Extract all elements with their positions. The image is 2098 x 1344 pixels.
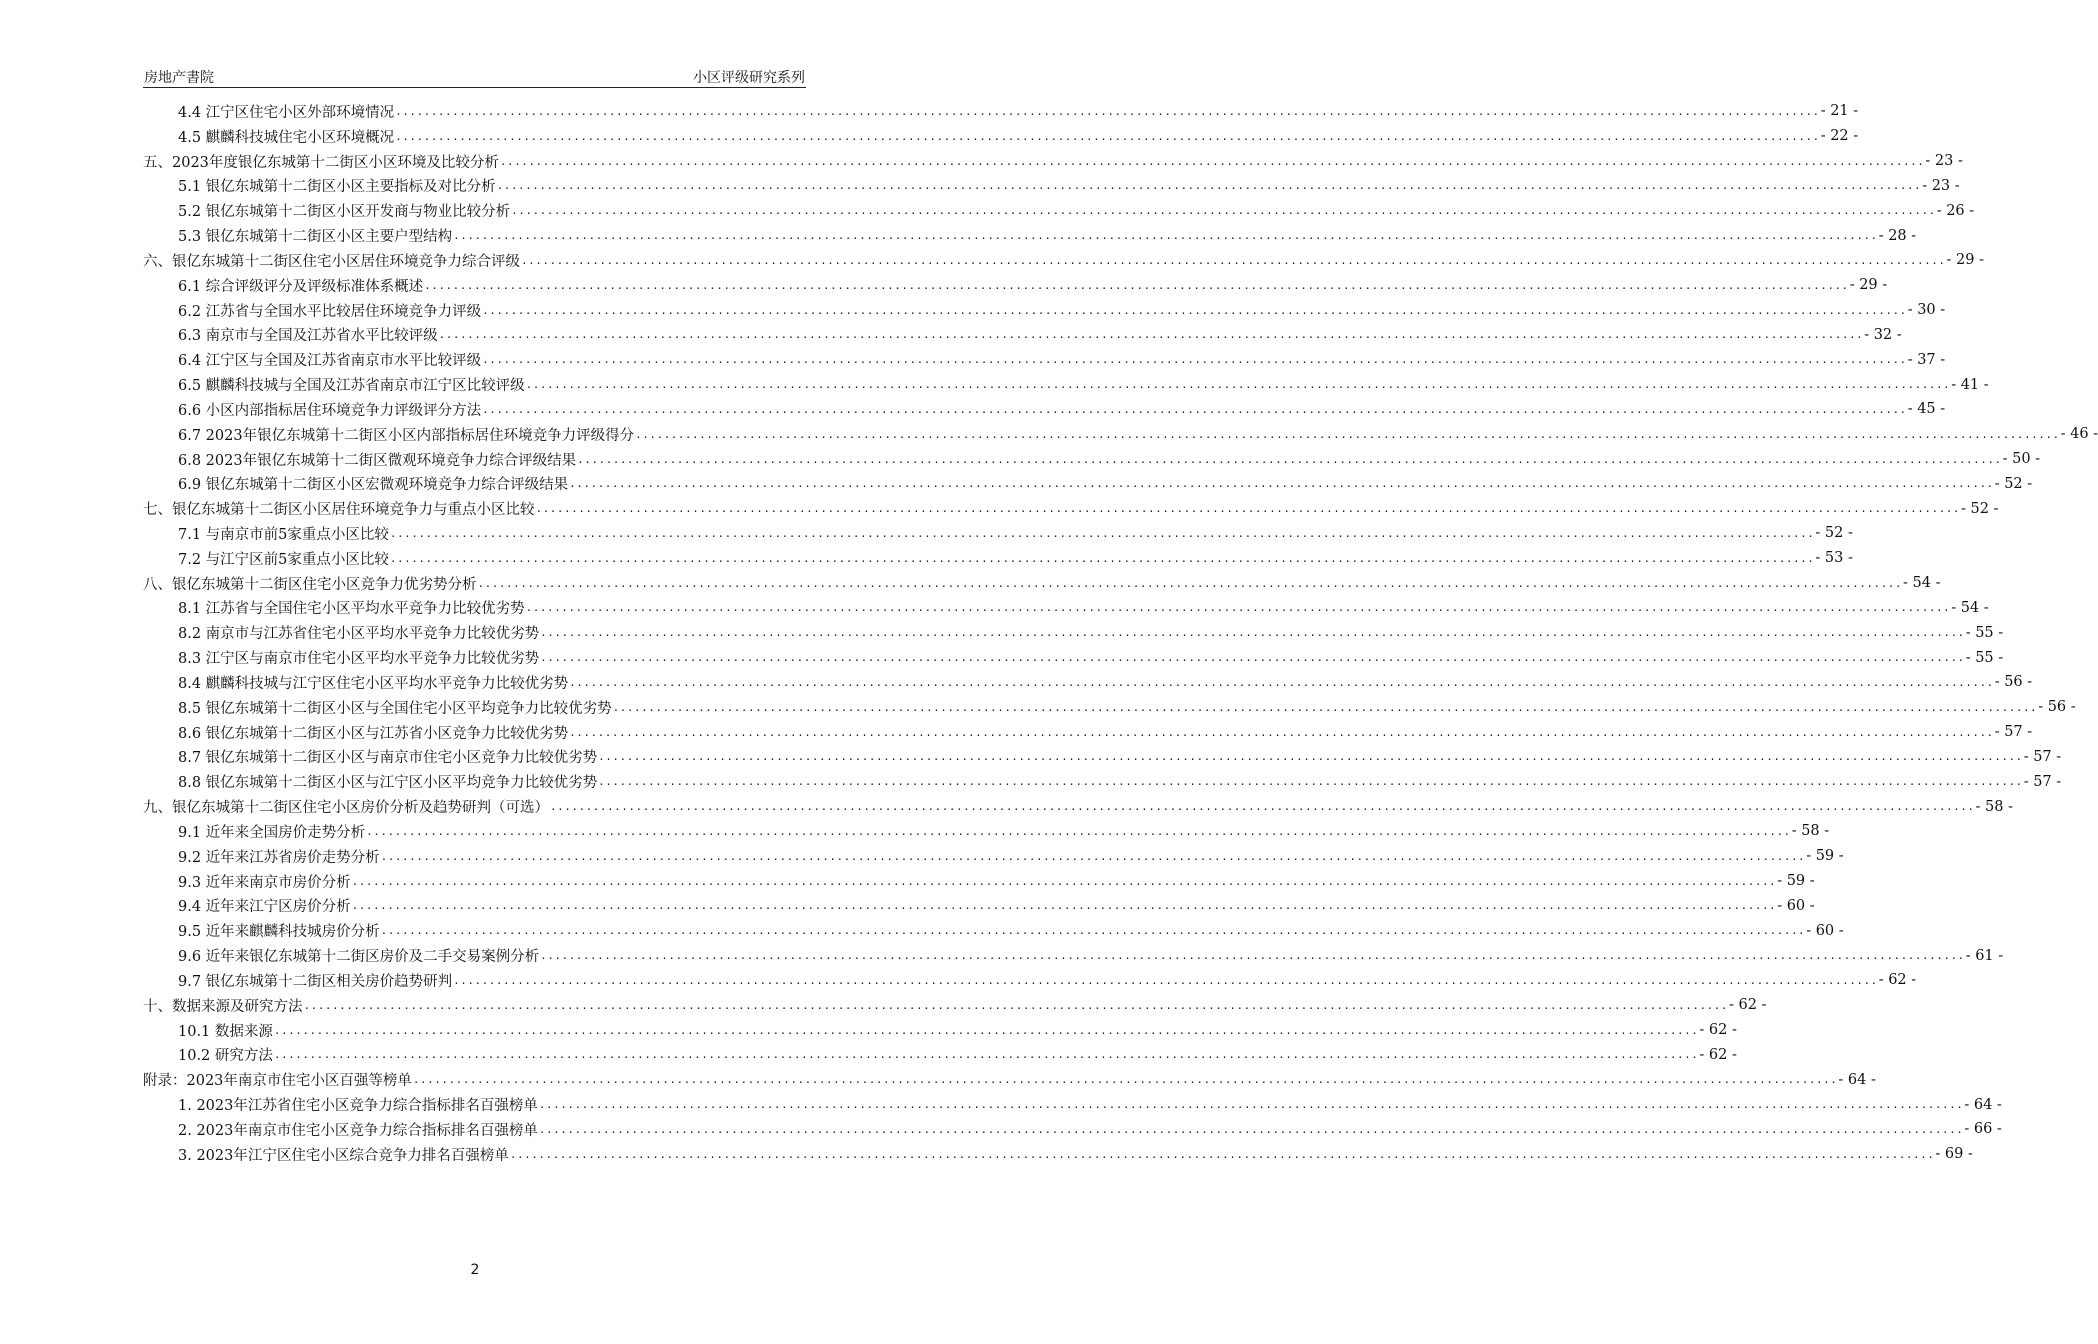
toc-dot-leader: ........................................................................................................................................................................................................: [380, 924, 1806, 938]
toc-entry[interactable]: [143, 769, 2062, 794]
toc-dot-leader: ........................................................................................................................................................................................................: [577, 452, 2002, 466]
toc-entry-page: - 59 -: [1806, 848, 1844, 865]
toc-dot-leader: ........................................................................................................................................................................................................: [550, 800, 1975, 814]
toc-entry[interactable]: [143, 894, 1815, 919]
toc-entry-page: - 21 -: [1820, 103, 1859, 120]
toc-entry-title: 7.1 与南京市前5家重点小区比较: [178, 526, 389, 543]
toc-entry-title: 4.4 江宁区住宅小区外部环境情况: [178, 104, 395, 121]
toc-entry-page: - 45 -: [1907, 401, 1946, 418]
toc-entry-page: - 52 -: [1815, 525, 1853, 542]
toc-entry-title: 10.2 研究方法: [178, 1048, 273, 1065]
toc-entry-title: 6.6 小区内部指标居住环境竞争力评级评分方法: [178, 402, 482, 419]
toc-entry-page: - 59 -: [1777, 873, 1815, 890]
toc-entry-title: 5.3 银亿东城第十二街区小区主要户型结构: [178, 229, 453, 246]
toc-entry-title: 8.4 麒麟科技城与江宁区住宅小区平均水平竞争力比较优劣势: [178, 675, 569, 692]
toc-entry[interactable]: [143, 844, 1844, 869]
toc-entry-title: 9.6 近年来银亿东城第十二街区房价及二手交易案例分析: [178, 949, 540, 966]
toc-entry-page: - 26 -: [1936, 202, 1975, 219]
toc-entry[interactable]: [143, 124, 1859, 149]
toc-dot-leader: ........................................................................................................................................................................................................: [598, 750, 2023, 764]
toc-entry[interactable]: [143, 397, 1946, 422]
toc-entry[interactable]: [143, 918, 1844, 943]
toc-entry-page: - 57 -: [2023, 773, 2062, 790]
toc-entry[interactable]: [143, 943, 2004, 968]
toc-entry[interactable]: [143, 1042, 1737, 1067]
toc-entry-title: 五、2023年度银亿东城第十二街区小区环境及比较分析: [143, 154, 499, 171]
toc-entry[interactable]: [143, 645, 2004, 670]
toc-entry-page: - 66 -: [1964, 1121, 2002, 1138]
toc-entry[interactable]: [143, 248, 1984, 273]
toc-entry[interactable]: [143, 1018, 1737, 1043]
toc-dot-leader: ........................................................................................................................................................................................................: [569, 675, 1994, 689]
toc-entry-title: 8.2 南京市与江苏省住宅小区平均水平竞争力比较优劣势: [178, 626, 540, 643]
toc-entry-page: - 55 -: [1965, 649, 2004, 666]
toc-dot-leader: ........................................................................................................................................................................................................: [424, 278, 1849, 292]
toc-entry[interactable]: [143, 1092, 2002, 1117]
toc-entry-page: - 52 -: [1961, 500, 1999, 517]
toc-entry-page: - 52 -: [1994, 475, 2033, 492]
toc-entry-page: - 58 -: [1791, 823, 1830, 840]
toc-entry-title: 6.8 2023年银亿东城第十二街区微观环境竞争力综合评级结果: [178, 452, 577, 469]
toc-entry-title: 8.1 江苏省与全国住宅小区平均水平竞争力比较优劣势: [178, 601, 525, 618]
toc-entry-title: 6.1 综合评级评分及评级标准体系概述: [178, 278, 424, 295]
toc-entry-page: - 60 -: [1806, 922, 1844, 939]
toc-dot-leader: ........................................................................................................................................................................................................: [612, 700, 2038, 714]
toc-dot-leader: ........................................................................................................................................................................................................: [273, 1023, 1699, 1037]
page-number: 2: [470, 1262, 480, 1278]
toc-entry-title: 九、银亿东城第十二街区住宅小区房价分析及趋势研判（可选）: [143, 800, 549, 817]
toc-entry-page: - 54 -: [1951, 599, 1989, 616]
toc-dot-leader: ........................................................................................................................................................................................................: [538, 1122, 1964, 1136]
toc-entry-title: 附录：2023年南京市住宅小区百强等榜单: [143, 1073, 412, 1090]
toc-entry-page: - 32 -: [1864, 326, 1902, 343]
toc-dot-leader: ........................................................................................................................................................................................................: [535, 502, 1961, 516]
toc-dot-leader: ........................................................................................................................................................................................................: [395, 129, 1820, 143]
toc-dot-leader: ........................................................................................................................................................................................................: [496, 179, 1922, 193]
toc-entry-title: 9.1 近年来全国房价走势分析: [178, 824, 366, 841]
toc-entry-page: - 56 -: [2038, 699, 2076, 716]
toc-dot-leader: ........................................................................................................................................................................................................: [598, 775, 2023, 789]
toc-entry-page: - 30 -: [1907, 302, 1946, 319]
toc-entry-title: 2. 2023年南京市住宅小区竞争力综合指标排名百强榜单: [178, 1122, 538, 1139]
toc-dot-leader: ........................................................................................................................................................................................................: [477, 576, 1903, 590]
toc-entry-page: - 23 -: [1922, 177, 1960, 194]
toc-entry-page: - 22 -: [1820, 128, 1859, 145]
toc-entry-title: 六、银亿东城第十二街区住宅小区居住环境竞争力综合评级: [143, 253, 520, 270]
toc-entry-page: - 41 -: [1951, 376, 1989, 393]
toc-entry-page: - 64 -: [1964, 1096, 2002, 1113]
toc-entry-title: 9.7 银亿东城第十二街区相关房价趋势研判: [178, 973, 453, 990]
toc-entry[interactable]: [143, 372, 1989, 397]
toc-entry-title: 6.3 南京市与全国及江苏省水平比较评级: [178, 328, 438, 345]
toc-entry[interactable]: [143, 1067, 1876, 1092]
toc-entry-page: - 28 -: [1878, 227, 1917, 244]
toc-dot-leader: ........................................................................................................................................................................................................: [273, 1048, 1699, 1062]
toc-dot-leader: ........................................................................................................................................................................................................: [521, 253, 1946, 267]
toc-entry-title: 8.7 银亿东城第十二街区小区与南京市住宅小区竞争力比较优劣势: [178, 750, 598, 767]
toc-dot-leader: ........................................................................................................................................................................................................: [569, 477, 1994, 491]
toc-entry[interactable]: [143, 471, 2033, 496]
toc-entry[interactable]: [143, 620, 2004, 645]
toc-entry-title: 十、数据来源及研究方法: [143, 998, 303, 1015]
toc-dot-leader: ........................................................................................................................................................................................................: [366, 824, 1791, 838]
toc-dot-leader: ........................................................................................................................................................................................................: [438, 328, 1864, 342]
toc-entry[interactable]: [143, 819, 1830, 844]
toc-entry-page: - 62 -: [1729, 997, 1767, 1014]
toc-dot-leader: ........................................................................................................................................................................................................: [540, 949, 1965, 963]
toc-entry-page: - 55 -: [1965, 624, 2004, 641]
toc-entry[interactable]: [143, 596, 1989, 621]
toc-dot-leader: ........................................................................................................................................................................................................: [569, 725, 1994, 739]
toc-dot-leader: ........................................................................................................................................................................................................: [482, 303, 1907, 317]
toc-entry-title: 1. 2023年江苏省住宅小区竞争力综合指标排名百强榜单: [178, 1098, 538, 1115]
toc-dot-leader: ........................................................................................................................................................................................................: [351, 874, 1777, 888]
toc-entry[interactable]: [143, 968, 1917, 993]
toc-entry[interactable]: [143, 422, 2098, 447]
toc-entry-page: - 56 -: [1994, 674, 2033, 691]
toc-dot-leader: ........................................................................................................................................................................................................: [389, 526, 1815, 540]
toc-entry[interactable]: [143, 695, 2076, 720]
toc-entry-page: - 29 -: [1849, 277, 1888, 294]
toc-entry-page: - 61 -: [1965, 947, 2004, 964]
toc-entry-page: - 46 -: [2060, 426, 2098, 443]
toc-entry[interactable]: [143, 223, 1917, 248]
toc-entry-title: 6.5 麒麟科技城与全国及江苏省南京市江宁区比较评级: [178, 378, 525, 395]
toc-entry[interactable]: [143, 198, 1975, 223]
toc-entry-page: - 54 -: [1903, 575, 1941, 592]
toc-dot-leader: ........................................................................................................................................................................................................: [395, 104, 1820, 118]
toc-dot-leader: ........................................................................................................................................................................................................: [482, 402, 1907, 416]
toc-dot-leader: ........................................................................................................................................................................................................: [509, 1147, 1935, 1161]
toc-entry-page: - 69 -: [1935, 1146, 1973, 1163]
toc-dot-leader: ........................................................................................................................................................................................................: [540, 651, 1965, 665]
toc-entry-title: 6.7 2023年银亿东城第十二街区小区内部指标居住环境竞争力评级得分: [178, 427, 635, 444]
toc-dot-leader: ........................................................................................................................................................................................................: [389, 551, 1815, 565]
toc-entry-page: - 62 -: [1878, 972, 1917, 989]
toc-entry-title: 9.2 近年来江苏省房价走势分析: [178, 849, 380, 866]
toc-dot-leader: ........................................................................................................................................................................................................: [380, 849, 1806, 863]
toc-dot-leader: ........................................................................................................................................................................................................: [499, 154, 1925, 168]
toc-entry-title: 9.5 近年来麒麟科技城房价分析: [178, 924, 380, 941]
toc-entry-page: - 60 -: [1777, 897, 1815, 914]
toc-entry-title: 八、银亿东城第十二街区住宅小区竞争力优劣势分析: [143, 576, 477, 593]
toc-entry[interactable]: [143, 670, 2033, 695]
toc-entry[interactable]: [143, 745, 2062, 770]
toc-entry[interactable]: [143, 720, 2033, 745]
toc-dot-leader: ........................................................................................................................................................................................................: [453, 229, 1878, 243]
toc-entry[interactable]: [143, 347, 1946, 372]
toc-entry[interactable]: [143, 496, 1999, 521]
toc-entry[interactable]: [143, 546, 1853, 571]
toc-entry-page: - 50 -: [2002, 451, 2041, 467]
toc-entry[interactable]: [143, 173, 1960, 198]
toc-entry-page: - 29 -: [1946, 252, 1984, 269]
toc-entry-title: 七、银亿东城第十二街区小区居住环境竞争力与重点小区比较: [143, 502, 535, 519]
toc-entry-title: 6.2 江苏省与全国水平比较居住环境竞争力评级: [178, 303, 482, 320]
toc-entry-title: 5.2 银亿东城第十二街区小区开发商与物业比较分析: [178, 204, 511, 221]
toc-entry[interactable]: [143, 794, 2013, 819]
toc-entry-title: 4.5 麒麟科技城住宅小区环境概况: [178, 129, 395, 146]
toc-entry-page: - 57 -: [1994, 724, 2033, 741]
toc-entry[interactable]: [143, 298, 1946, 323]
toc-entry[interactable]: [143, 149, 1963, 174]
toc-entry[interactable]: [143, 1142, 1973, 1167]
toc-entry-title: 7.2 与江宁区前5家重点小区比较: [178, 551, 389, 568]
toc-entry-title: 8.8 银亿东城第十二街区小区与江宁区小区平均竞争力比较优劣势: [178, 775, 598, 792]
toc-entry-page: - 53 -: [1815, 550, 1853, 567]
toc-entry[interactable]: [143, 447, 2041, 472]
toc-dot-leader: ........................................................................................................................................................................................................: [525, 601, 1951, 615]
toc-entry-title: 6.9 银亿东城第十二街区小区宏微观环境竞争力综合评级结果: [178, 477, 569, 494]
toc-entry[interactable]: [143, 322, 1902, 347]
toc-entry-page: - 62 -: [1699, 1046, 1737, 1063]
toc-entry-page: - 37 -: [1907, 351, 1946, 368]
toc-dot-leader: ........................................................................................................................................................................................................: [303, 998, 1729, 1012]
toc-entry-title: 9.3 近年来南京市房价分析: [178, 874, 351, 891]
toc-dot-leader: ........................................................................................................................................................................................................: [412, 1073, 1838, 1087]
toc-entry-title: 8.3 江宁区与南京市住宅小区平均水平竞争力比较优劣势: [178, 651, 540, 668]
toc-entry[interactable]: [143, 869, 1815, 894]
toc-entry[interactable]: [143, 99, 1859, 124]
toc-dot-leader: ........................................................................................................................................................................................................: [635, 427, 2060, 441]
toc-entry-title: 9.4 近年来江宁区房价分析: [178, 899, 351, 916]
toc-entry-page: - 23 -: [1925, 153, 1963, 170]
toc-dot-leader: ........................................................................................................................................................................................................: [482, 353, 1907, 367]
toc-entry-page: - 62 -: [1699, 1022, 1737, 1039]
header-left-title: 房地产書院: [144, 70, 214, 86]
toc-entry-title: 5.1 银亿东城第十二街区小区主要指标及对比分析: [178, 179, 496, 196]
toc-dot-leader: ........................................................................................................................................................................................................: [538, 1098, 1964, 1112]
toc-entry[interactable]: [143, 571, 1941, 596]
toc-entry[interactable]: [143, 273, 1888, 298]
toc-dot-leader: ........................................................................................................................................................................................................: [525, 378, 1951, 392]
toc-dot-leader: ........................................................................................................................................................................................................: [351, 899, 1777, 913]
page-header: [143, 64, 806, 88]
table-of-contents: [143, 99, 2098, 1167]
toc-dot-leader: ........................................................................................................................................................................................................: [453, 973, 1878, 987]
toc-entry-title: 6.4 江宁区与全国及江苏省南京市水平比较评级: [178, 353, 482, 370]
toc-entry-page: - 64 -: [1838, 1071, 1876, 1088]
toc-entry[interactable]: [143, 521, 1853, 546]
toc-entry-title: 10.1 数据来源: [178, 1023, 273, 1040]
header-right-title: 小区评级研究系列: [693, 70, 805, 86]
toc-dot-leader: ........................................................................................................................................................................................................: [511, 204, 1936, 218]
toc-entry[interactable]: [143, 993, 1767, 1018]
toc-entry-page: - 57 -: [2023, 748, 2062, 765]
toc-entry-page: - 58 -: [1975, 798, 2013, 815]
toc-entry-title: 3. 2023年江宁区住宅小区综合竞争力排名百强榜单: [178, 1147, 509, 1164]
toc-entry[interactable]: [143, 1117, 2002, 1142]
toc-entry-title: 8.6 银亿东城第十二街区小区与江苏省小区竞争力比较优劣势: [178, 725, 569, 742]
toc-entry-title: 8.5 银亿东城第十二街区小区与全国住宅小区平均竞争力比较优劣势: [178, 700, 612, 717]
toc-dot-leader: ........................................................................................................................................................................................................: [540, 626, 1965, 640]
